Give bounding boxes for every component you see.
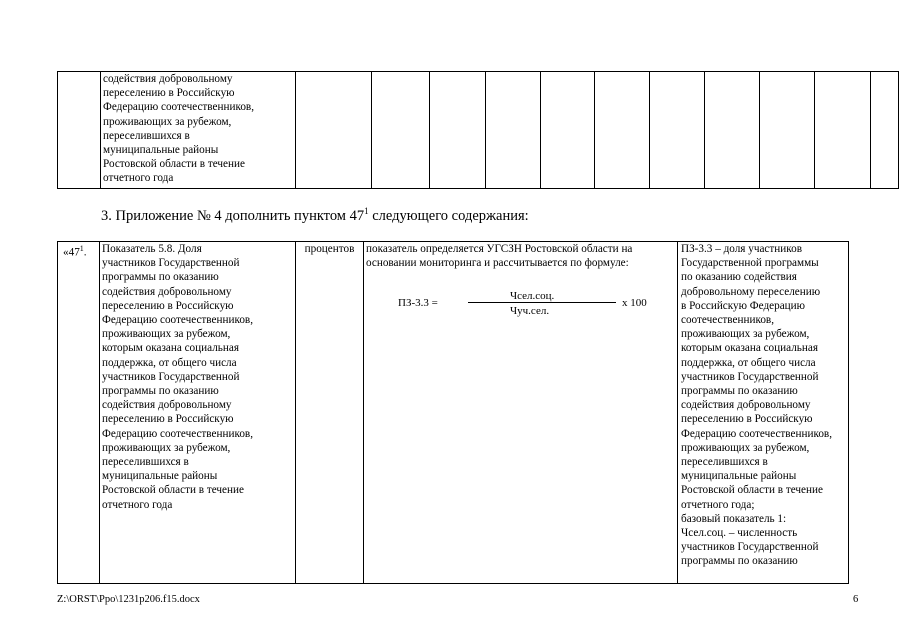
cell-empty [595,72,650,189]
explanation-text: ПЗ-3.3 – доля участников Государственной программы по оказанию содействия добровольному переселению в Российскую Федерацию соотечественников, проживающих за рубежом, которым оказана социальная поддержка, от общего числа участников Государственной программы по оказанию содействия добровольному переселению в Российскую Федерацию соотечественников, проживающих за рубежом, переселившихся в муниципальные районы Ростовской области в течение отчетного года; базовый показатель 1: Чсел.соц. – численность участников Государственной программы по оказанию [678,242,849,584]
page-number: 6 [853,594,859,605]
file-path: Z:\ORST\Ppo\1231p206.f15.docx [57,594,200,605]
cell-empty [650,72,705,189]
indicator-text-continued: содействия добровольному переселению в Российскую Федерацию соотечественников, проживающих за рубежом, переселившихся в муниципальные районы Ростовской области в течение отчетного года [101,72,296,189]
method-cell [364,242,678,584]
formula-denominator: Чуч.сел. [510,305,550,317]
cell-empty [296,72,372,189]
table-row [58,72,899,189]
cell-empty [58,72,101,189]
cell-empty [871,72,899,189]
formula-lhs: ПЗ-3.3 = [398,297,438,309]
table-row [58,242,849,584]
formula-numerator: Чсел.соц. [510,290,555,302]
method-text: показатель определяется УГСЗН Ростовской области на основании мониторинга и рассчитывается по формуле: [366,243,633,270]
heading-prefix: 3. Приложение № 4 дополнить пунктом 47 [101,207,365,224]
cell-empty [486,72,541,189]
item-number: «$47^1$. [58,242,100,584]
unit-label: процентов [304,243,355,255]
indicator-name: Показатель 5.8. Доля участников Государственной программы по оказанию содействия добровольному переселению в Российскую Федерацию соотечественников, проживающих за рубежом, которым оказана социальная поддержка, от общего числа участников Государственной программы по оказанию содействия добровольному переселению в Российскую Федерацию соотечественников, проживающих за рубежом, переселившихся в муниципальные районы Ростовской области в течение отчетного года [100,242,296,584]
cell-empty [541,72,595,189]
heading-suffix: следующего содержания: [368,207,529,224]
cell-empty [705,72,760,189]
unit-cell [296,242,364,584]
cell-empty [372,72,430,189]
cell-empty [815,72,871,189]
indicator-table [57,241,849,584]
formula-multiplier: х 100 [622,297,647,309]
cell-empty [760,72,815,189]
fraction-line [468,302,616,303]
heading-superscript: 1 [364,206,369,216]
amendment-heading [101,206,529,225]
continuation-table [57,71,899,189]
cell-empty [430,72,486,189]
